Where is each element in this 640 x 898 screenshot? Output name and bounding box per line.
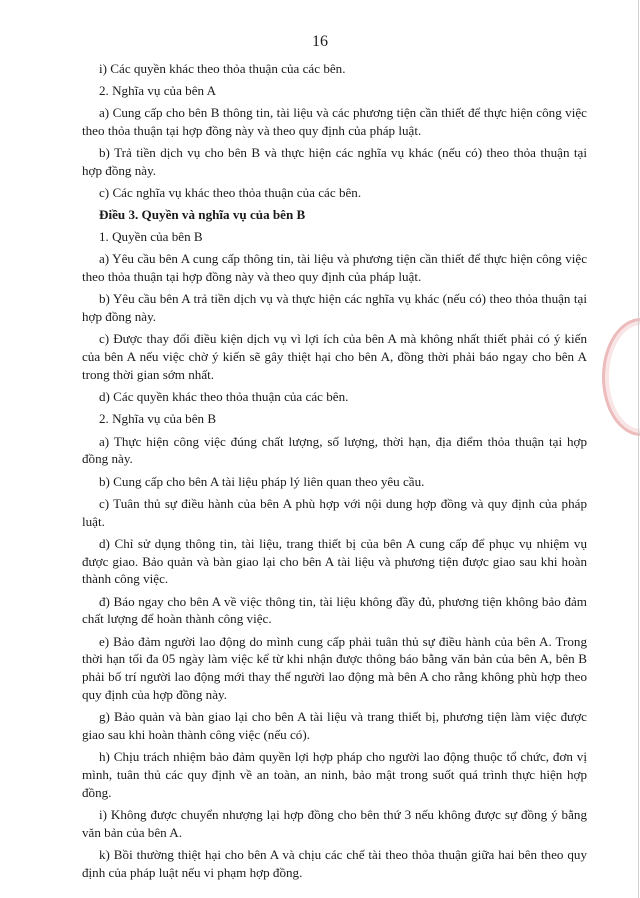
document-body [82, 60, 587, 886]
paragraph: b) Yêu cầu bên A trả tiền dịch vụ và thực hiện các nghĩa vụ khác (nếu có) theo thỏa thuận tại hợp đồng này. [82, 291, 587, 325]
paragraph: i) Các quyền khác theo thỏa thuận của các bên. [99, 61, 346, 76]
page-number: 16 [312, 33, 328, 50]
paragraph: d) Chỉ sử dụng thông tin, tài liệu, trang thiết bị của bên A cung cấp để phục vụ nhiệm vụ được giao. Bảo quản và bàn giao lại cho bên A tài liệu và phương tiện được giao sau khi hoàn thành công việc. [82, 535, 587, 587]
paragraph: a) Yêu cầu bên A cung cấp thông tin, tài liệu và phương tiện cần thiết để thực hiện công việc theo thỏa thuận tại hợp đồng này và theo quy định của pháp luật. [82, 251, 587, 285]
section-heading: Điều 3. Quyền và nghĩa vụ của bên B [99, 207, 306, 223]
paragraph: 2. Nghĩa vụ của bên B [99, 411, 217, 427]
page-edge-line [638, 0, 639, 898]
paragraph: k) Bồi thường thiệt hại cho bên A và chịu các chế tài theo thỏa thuận giữa hai bên theo quy định của pháp luật nếu vi phạm hợp đồng. [82, 847, 587, 881]
paragraph: a) Cung cấp cho bên B thông tin, tài liệu và các phương tiện cần thiết để thực hiện công việc theo thỏa thuận tại hợp đồng này và theo quy định của pháp luật. [82, 105, 587, 139]
paragraph: c) Các nghĩa vụ khác theo thỏa thuận của các bên. [99, 185, 362, 201]
paragraph: c) Tuân thủ sự điều hành của bên A phù hợp với nội dung hợp đồng và quy định của pháp luật. [82, 495, 587, 529]
paragraph: d) Các quyền khác theo thỏa thuận của các bên. [99, 389, 349, 405]
paragraph: đ) Báo ngay cho bên A về việc thông tin, tài liệu không đầy đủ, phương tiện không bảo đảm chất lượng để hoàn thành công việc. [82, 593, 587, 627]
paragraph: g) Bảo quản và bàn giao lại cho bên A tài liệu và trang thiết bị, phương tiện làm việc được giao sau khi hoàn thành công việc (nếu có). [82, 709, 587, 743]
paragraph: 2. Nghĩa vụ của bên A [99, 83, 217, 99]
red-seal-stamp [602, 318, 640, 436]
paragraph: i) Không được chuyển nhượng lại hợp đồng cho bên thứ 3 nếu không được sự đồng ý bằng văn bản của bên A. [82, 807, 587, 841]
paragraph: c) Được thay đổi điều kiện dịch vụ vì lợi ích của bên A mà không nhất thiết phải có ý kiến của bên A nếu việc chờ ý kiến sẽ gây thiệt hại cho bên A, đồng thời phải báo ngay cho bên A trong thời gian sớm nhất. [82, 331, 587, 383]
paragraph: a) Thực hiện công việc đúng chất lượng, số lượng, thời hạn, địa điểm thỏa thuận tại hợp đồng này. [82, 433, 587, 467]
paragraph: 1. Quyền của bên B [99, 229, 203, 245]
paragraph: b) Cung cấp cho bên A tài liệu pháp lý liên quan theo yêu cầu. [99, 473, 425, 489]
paragraph: b) Trả tiền dịch vụ cho bên B và thực hiện các nghĩa vụ khác (nếu có) theo thỏa thuận tại hợp đồng này. [82, 145, 587, 179]
paragraph: h) Chịu trách nhiệm bảo đảm quyền lợi hợp pháp cho người lao động thuộc tổ chức, đơn vị mình, tuân thủ các quy định về an toàn, an ninh, bảo mật trong suốt quá trình thực hiện hợp đồng. [82, 749, 587, 801]
paragraph: e) Bảo đảm người lao động do mình cung cấp phải tuân thủ sự điều hành của bên A. Trong thời hạn tối đa 05 ngày làm việc kể từ khi nhận được thông báo bằng văn bản của bên A, bên B phải bố trí người lao động mới thay thế người lao động mà bên A cho rằng không phù hợp theo quy định của hợp đồng này. [82, 633, 587, 703]
